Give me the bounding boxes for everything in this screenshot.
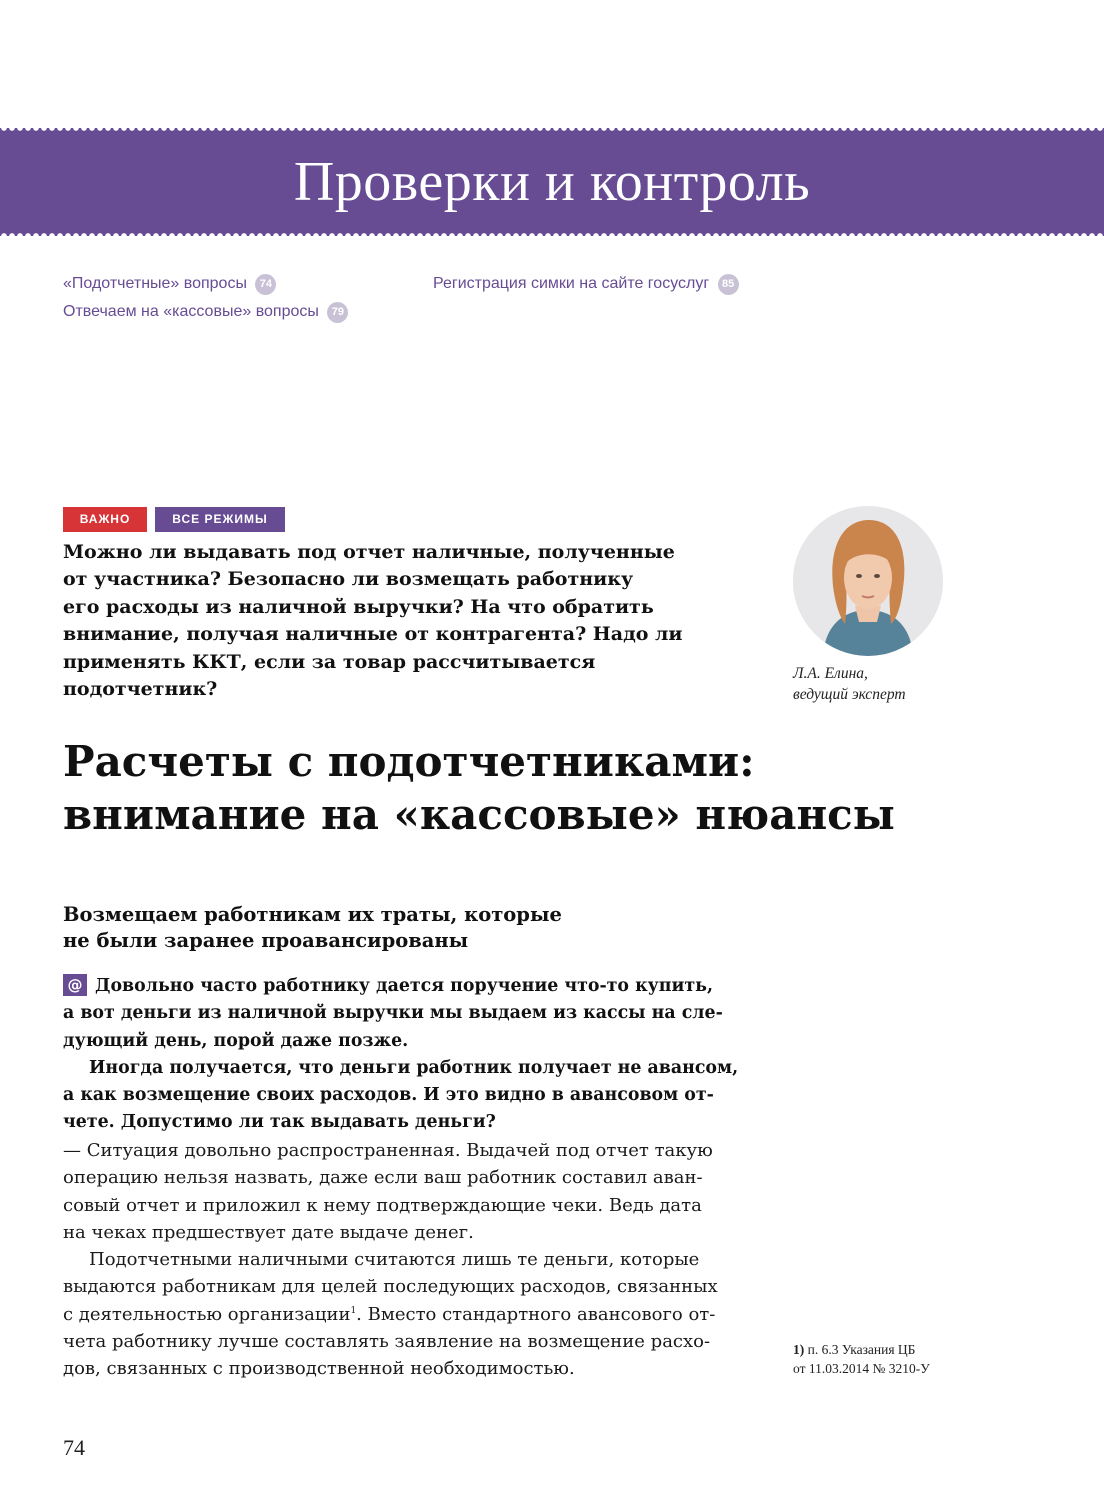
author-role: ведущий эксперт [793,686,906,703]
question-text: Довольно часто работнику дается поручение что-то купить, [95,976,714,996]
question-line: а вот деньги из наличной выручки мы выдаем из кассы на сле- [63,1003,723,1024]
footnote [793,1340,993,1378]
toc-page-badge: 79 [327,302,348,323]
answer-paragraph [63,1137,741,1246]
toc-item[interactable] [63,302,348,323]
important-tag: ВАЖНО [63,507,147,532]
question-line: а как возмещение своих расходов. И это видно в авансовом от- [63,1085,714,1106]
subheading-line: Возмещаем работникам их траты, которые [63,903,562,926]
footnote-number: 1) [793,1342,805,1357]
toc-item-label: Регистрация симки на сайте госуслуг [433,275,710,292]
footnote-text: п. 6.3 Указания ЦБ [804,1342,916,1357]
toc-page-badge: 85 [718,274,739,295]
answer-line: выдаются работникам для целей последующих расходов, связанных [63,1276,718,1298]
footnote-line [793,1340,993,1359]
article-title [63,735,1063,841]
all-modes-tag: ВСЕ РЕЖИМЫ [155,507,285,532]
answer-line-with-footnote [63,1301,741,1328]
banner-scallop-bottom [0,230,1104,236]
answer-line: дов, связанных с производственной необходимостью. [63,1358,575,1380]
answer-line: чета работнику лучше составлять заявление на возмещение расхо- [63,1330,711,1352]
page-number: 74 [63,1435,85,1460]
banner-scallop-top [0,128,1104,134]
article-lead [63,539,723,703]
at-icon: @ [63,974,87,996]
lead-line: подотчетник? [63,678,218,701]
lead-line: внимание, получая наличные от контрагента? Надо ли [63,623,683,646]
toc-item-label: «Подотчетные» вопросы [63,275,247,292]
toc-page-badge: 74 [255,274,276,295]
answer-line: совый отчет и приложил к нему подтверждающие чеки. Ведь дата [63,1194,702,1216]
footnote-ref[interactable]: 1 [350,1305,357,1316]
question-line: чете. Допустимо ли так выдавать деньги? [63,1112,496,1133]
author-photo [793,506,943,656]
article-subheading [63,902,763,954]
lead-line: Можно ли выдавать под отчет наличные, полученные [63,541,675,563]
toc-item[interactable] [433,274,739,295]
answer-line: операцию нельзя назвать, даже если ваш работник составил аван- [63,1167,703,1189]
answer-line: Подотчетными наличными считаются лишь те деньги, которые [89,1249,700,1270]
answer-line: на чеках предшествует дате выдаче денег. [63,1221,474,1243]
question-line-first [63,973,741,1000]
answer-text: . Вместо стандартного авансового от- [356,1303,716,1325]
lead-line: применять ККТ, если за товар рассчитывается [63,650,596,673]
lead-line: его расходы из наличной выручки? На что обратить [63,595,654,618]
section-title: Проверки и контроль [293,151,811,213]
author-portrait [793,506,943,656]
question-line: Иногда получается, что деньги работник получает не авансом, [89,1057,739,1078]
answer-line: — Ситуация довольно распространенная. Выдачей под отчет такую [63,1140,713,1161]
toc-item-label: Отвечаем на «кассовые» вопросы [63,303,319,320]
answer-text: с деятельностью организации [63,1303,351,1325]
toc-item[interactable] [63,274,276,295]
article-title-line: Расчеты с подотчетниками: [63,737,755,786]
lead-line: от участника? Безопасно ли возмещать работнику [63,568,634,591]
article-title-line: внимание на «кассовые» нюансы [63,790,895,839]
answer-paragraph [63,1246,741,1382]
section-banner [0,128,1104,236]
question-line: дующий день, порой даже позже. [63,1030,409,1051]
author-caption [793,663,993,705]
footnote-line: от 11.03.2014 № 3210-У [793,1361,930,1376]
reader-question [63,973,741,1137]
author-name: Л.А. Елина, [793,665,868,682]
subheading-line: не были заранее проавансированы [63,929,469,952]
